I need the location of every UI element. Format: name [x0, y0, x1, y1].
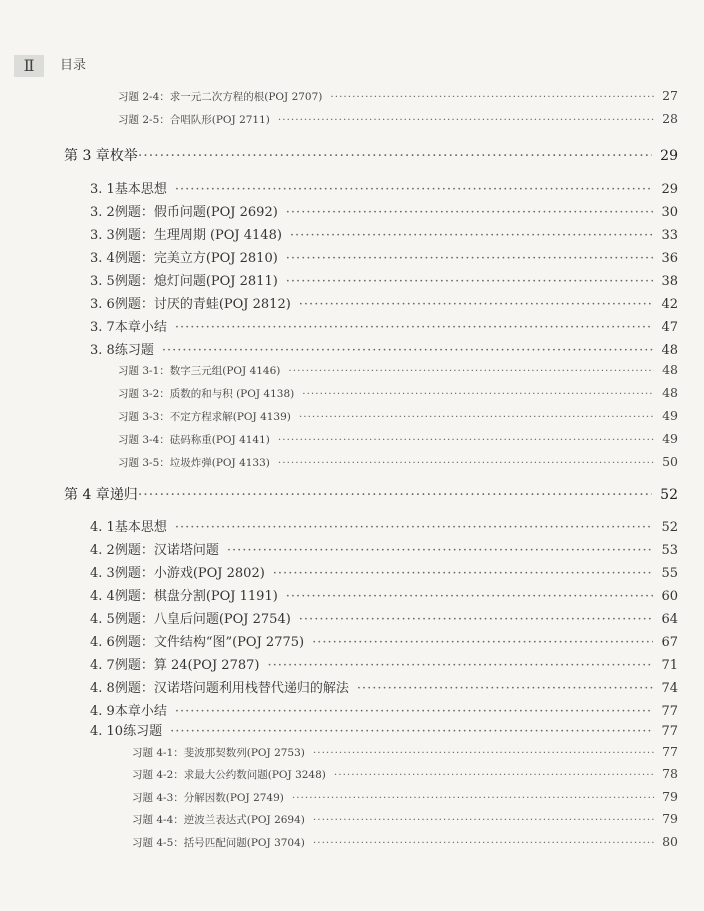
section-number: 4. 2	[90, 543, 115, 558]
section-number: 4. 3	[90, 566, 115, 581]
toc-exercise-3-3[interactable]	[0, 408, 704, 424]
toc-exercise-3-2[interactable]	[0, 385, 704, 401]
section-number: 3. 5	[90, 274, 115, 289]
page-ref: 30	[661, 205, 678, 220]
toc-section-4-2[interactable]	[0, 539, 704, 558]
chapter-title: 递归	[109, 487, 138, 503]
section-title: 基本思想	[114, 520, 167, 535]
section-title: 例题：生理周期 (POJ 4148)	[114, 228, 282, 243]
toc-exercise-3-1[interactable]	[0, 362, 704, 378]
exercise-number: 习题 3-4：	[118, 434, 170, 446]
toc-section-4-8[interactable]	[0, 677, 704, 696]
toc-exercise-3-4[interactable]	[0, 431, 704, 447]
section-number: 3. 1	[90, 182, 115, 197]
section-number: 4. 1	[90, 520, 115, 535]
page-ref: 42	[661, 297, 678, 312]
dot-leader	[299, 297, 654, 312]
toc-exercise-4-1[interactable]	[0, 744, 704, 760]
toc-exercise-4-5[interactable]	[0, 834, 704, 850]
chapter-number: 第 3 章	[64, 148, 110, 164]
toc-exercise-2-4[interactable]	[0, 88, 704, 104]
exercise-number: 习题 4-2：	[132, 769, 184, 781]
page-ref: 71	[661, 658, 678, 673]
page-ref: 38	[661, 274, 678, 289]
section-title: 练习题	[123, 724, 163, 739]
exercise-number: 习题 3-3：	[118, 411, 170, 423]
section-title: 例题：算 24(POJ 2787)	[114, 658, 260, 673]
page-ref: 78	[662, 766, 678, 781]
section-number: 4. 9	[90, 704, 115, 719]
exercise-title: 求一元二次方程的根(POJ 2707)	[169, 91, 323, 103]
section-title: 例题：讨厌的青蛙(POJ 2812)	[114, 297, 291, 312]
dot-leader	[288, 365, 654, 377]
section-title: 本章小结	[114, 320, 167, 335]
toc-section-4-6[interactable]	[0, 631, 704, 650]
toc-section-4-1[interactable]	[0, 516, 704, 535]
section-title: 本章小结	[114, 704, 167, 719]
page-ref: 52	[661, 520, 678, 535]
dot-leader	[162, 343, 653, 358]
toc-exercise-4-2[interactable]	[0, 766, 704, 782]
section-number: 4. 8	[90, 681, 115, 696]
exercise-number: 习题 3-5：	[118, 457, 170, 469]
header-title: 目录	[60, 58, 87, 73]
section-title: 例题：熄灯问题(POJ 2811)	[114, 274, 278, 289]
section-title: 例题：汉诺塔问题利用栈替代递归的解法	[114, 681, 349, 696]
toc-section-3-7[interactable]	[0, 316, 704, 335]
section-number: 4. 4	[90, 589, 115, 604]
toc-exercise-4-4[interactable]	[0, 811, 704, 827]
toc-section-3-6[interactable]	[0, 293, 704, 312]
page-ref: 48	[662, 385, 678, 400]
toc-section-4-10[interactable]	[0, 720, 704, 739]
toc-chapter-3[interactable]	[0, 145, 704, 165]
dot-leader	[278, 114, 654, 126]
page-ref: 80	[662, 834, 678, 849]
exercise-title: 逆波兰表达式(POJ 2694)	[183, 814, 305, 826]
exercise-number: 习题 2-4：	[118, 91, 170, 103]
page-ref: 48	[662, 362, 678, 377]
page-ref: 36	[661, 251, 678, 266]
toc-section-4-9[interactable]	[0, 700, 704, 719]
page-ref: 60	[661, 589, 678, 604]
dot-leader	[313, 814, 654, 826]
page-ref: 77	[662, 744, 678, 759]
page-ref: 47	[661, 320, 678, 335]
section-number: 4. 7	[90, 658, 115, 673]
page-ref: 55	[661, 566, 678, 581]
exercise-number: 习题 3-2：	[118, 388, 170, 400]
exercise-number: 习题 4-1：	[132, 747, 184, 759]
exercise-title: 求最大公约数问题(POJ 3248)	[183, 769, 326, 781]
section-title: 练习题	[114, 343, 154, 358]
page-ref: 77	[661, 704, 678, 719]
page-ref: 48	[661, 343, 678, 358]
section-title: 例题：完美立方(POJ 2810)	[114, 251, 278, 266]
exercise-number: 习题 4-3：	[132, 792, 184, 804]
exercise-title: 分解因数(POJ 2749)	[183, 792, 284, 804]
page-ref: 50	[662, 454, 678, 469]
dot-leader	[299, 411, 654, 423]
dot-leader	[278, 434, 654, 446]
section-number: 3. 2	[90, 205, 115, 220]
dot-leader	[302, 388, 654, 400]
toc-section-3-5[interactable]	[0, 270, 704, 289]
section-number: 3. 7	[90, 320, 115, 335]
page-ref: 49	[662, 408, 678, 423]
page-ref: 29	[660, 148, 678, 164]
chapter-title: 枚举	[109, 148, 138, 164]
section-title: 例题：文件结构“图”(POJ 2775)	[114, 635, 305, 650]
dot-leader	[299, 612, 654, 627]
exercise-title: 括号匹配问题(POJ 3704)	[183, 837, 305, 849]
toc-section-4-7[interactable]	[0, 654, 704, 673]
section-title: 例题：小游戏(POJ 2802)	[114, 566, 265, 581]
dot-leader	[175, 704, 653, 719]
page-ref: 67	[661, 635, 678, 650]
section-number: 3. 4	[90, 251, 115, 266]
dot-leader	[357, 681, 654, 696]
page-number: Ⅱ	[14, 55, 44, 77]
section-title: 例题：八皇后问题(POJ 2754)	[114, 612, 291, 627]
toc-section-3-2[interactable]	[0, 201, 704, 220]
page-ref: 49	[662, 431, 678, 446]
section-title: 例题：汉诺塔问题	[114, 543, 219, 558]
dot-leader	[175, 520, 653, 535]
dot-leader	[286, 274, 654, 289]
dot-leader	[175, 320, 653, 335]
page-ref: 79	[662, 789, 678, 804]
dot-leader	[286, 205, 654, 220]
page-ref: 77	[661, 724, 678, 739]
dot-leader	[273, 566, 654, 581]
exercise-title: 质数的和与积 (POJ 4138)	[169, 388, 295, 400]
dot-leader	[292, 792, 654, 804]
toc-section-4-5[interactable]	[0, 608, 704, 627]
dot-leader	[170, 724, 653, 739]
dot-leader	[334, 769, 654, 781]
toc-exercise-4-3[interactable]	[0, 789, 704, 805]
section-number: 3. 6	[90, 297, 115, 312]
dot-leader	[330, 91, 654, 103]
dot-leader	[312, 635, 653, 650]
toc-section-3-3[interactable]	[0, 224, 704, 243]
page-ref: 79	[662, 811, 678, 826]
dot-leader	[227, 543, 654, 558]
toc-section-3-1[interactable]	[0, 178, 704, 197]
dot-leader	[286, 589, 654, 604]
page-ref: 27	[662, 88, 678, 103]
toc-section-3-8[interactable]	[0, 339, 704, 358]
dot-leader	[138, 487, 652, 503]
page-ref: 53	[661, 543, 678, 558]
toc-section-3-4[interactable]	[0, 247, 704, 266]
dot-leader	[286, 251, 654, 266]
dot-leader	[313, 837, 654, 849]
section-number: 4. 6	[90, 635, 115, 650]
section-number: 3. 8	[90, 343, 115, 358]
section-title: 例题：假币问题(POJ 2692)	[114, 205, 278, 220]
exercise-title: 合唱队形(POJ 2711)	[169, 114, 270, 126]
section-number: 4. 10	[90, 724, 124, 739]
toc-section-4-4[interactable]	[0, 585, 704, 604]
exercise-title: 不定方程求解(POJ 4139)	[169, 411, 291, 423]
dot-leader	[138, 148, 652, 164]
page-ref: 64	[661, 612, 678, 627]
section-title: 基本思想	[114, 182, 167, 197]
page-ref: 29	[661, 182, 678, 197]
dot-leader	[267, 658, 653, 673]
dot-leader	[313, 747, 654, 759]
section-title: 例题：棋盘分割(POJ 1191)	[114, 589, 278, 604]
page-ref: 52	[660, 487, 678, 503]
exercise-number: 习题 4-5：	[132, 837, 184, 849]
exercise-number: 习题 4-4：	[132, 814, 184, 826]
exercise-title: 砝码称重(POJ 4141)	[169, 434, 270, 446]
chapter-number: 第 4 章	[64, 487, 110, 503]
page-ref: 33	[661, 228, 678, 243]
page-header	[0, 55, 704, 77]
page-ref: 28	[662, 111, 678, 126]
exercise-title: 垃圾炸弹(POJ 4133)	[169, 457, 270, 469]
dot-leader	[175, 182, 653, 197]
toc-exercise-3-5[interactable]	[0, 454, 704, 470]
exercise-number: 习题 3-1：	[118, 365, 170, 377]
toc-section-4-3[interactable]	[0, 562, 704, 581]
exercise-title: 数字三元组(POJ 4146)	[169, 365, 281, 377]
dot-leader	[278, 457, 654, 469]
exercise-number: 习题 2-5：	[118, 114, 170, 126]
exercise-title: 斐波那契数列(POJ 2753)	[183, 747, 305, 759]
dot-leader	[290, 228, 654, 243]
toc-exercise-2-5[interactable]	[0, 111, 704, 127]
toc-chapter-4[interactable]	[0, 484, 704, 504]
page-ref: 74	[661, 681, 678, 696]
section-number: 3. 3	[90, 228, 115, 243]
section-number: 4. 5	[90, 612, 115, 627]
